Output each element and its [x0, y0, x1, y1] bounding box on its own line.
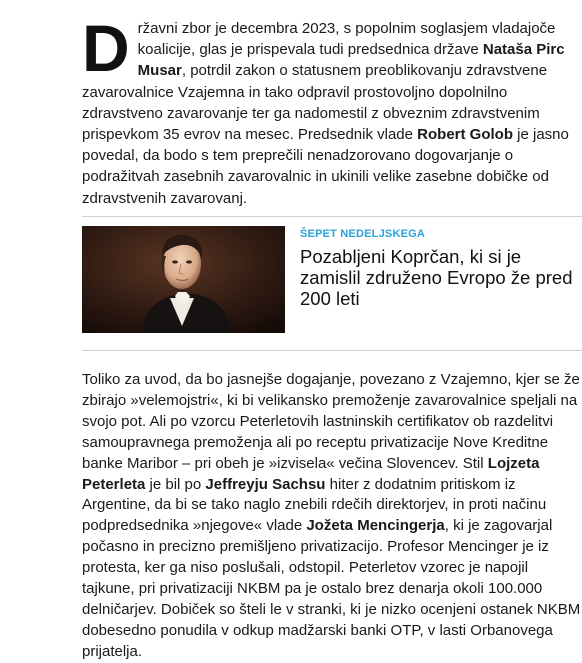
body-text-2: je bil po: [145, 475, 206, 493]
teaser-portrait-image[interactable]: [82, 226, 285, 333]
body-text-1: Toliko za uvod, da bo jasnejše dogajanje, povezano z Vzajemno, kjer se že zbirajo »velemojstri«, ki bi velikansko premoženje zavarovalnice speljali na svojo pot. Ali po vzorcu Peterletovih lastninskih certifikatov ob razdelitvi samoupravnega premoženja ali po receptu privatizacije Nove Kreditne banke Maribor – pri obeh je »izvisela« večina Slovencev. Stil: [82, 371, 580, 472]
drop-cap: D: [82, 11, 130, 85]
teaser-title-link[interactable]: Pozabljeni Koprčan, ki si je zamislil združeno Evropo že pred 200 leti: [300, 246, 573, 309]
person-name-mencinger: Jožeta Mencingerja: [306, 517, 445, 535]
teaser-bottom-divider: [82, 350, 582, 351]
person-name-pirc-musar: Nataša Pirc Musar: [137, 41, 565, 80]
intro-paragraph: [82, 11, 582, 209]
portrait-painting: [82, 226, 285, 333]
body-text-4: , ki je zagovarjal počasno in precizno premišljeno privatizacijo. Profesor Mencinger je iz protesta, ker ga niso poslušali, odstopil. Peterletov vzorec je napojil tajkune, pri privatizaciji NKBM pa je ostalo brez denarja okoli 100.000 delničarjev. Dobiček so šteli le v stranki, ki je nizko ocenjeni ostanek NKBM dobesedno ponudila v odkup madžarski banki OTP, v lasti Orbanovega prijatelja.: [82, 517, 581, 660]
body-paragraph: [82, 370, 582, 663]
person-name-sachs: Jeffreyju Sachsu: [205, 475, 326, 493]
person-name-peterle: Lojzeta Peterleta: [82, 454, 540, 493]
person-name-golob: Robert Golob: [417, 126, 513, 144]
teaser-kicker: ŠEPET NEDELJSKEGA: [300, 228, 426, 240]
body-text-3: hiter z dodatnim pritiskom iz Argentine, da bi se tako naglo znebili rdečih direktorjev, in proti načinu podpredsednika »njegove« vlade: [82, 475, 547, 535]
intro-text-1: ržavni zbor je decembra 2023, s popolnim soglasjem vladajoče koalicije, glas je prispevala tudi predsednica države: [137, 20, 556, 59]
related-article-teaser[interactable]: [82, 216, 582, 350]
intro-text-3: je jasno povedal, da bodo s tem preprečili nenadzorovano dogovarjanje o podražitvah zasebnih zavarovalnic in ukinili velike zasebne dobičke od zdravstvenih zavarovanj.: [82, 126, 569, 207]
intro-text-2: , potrdil zakon o statusnem preoblikovanju zdravstvene zavarovalnice Vzajemna in tako odpravil prostovoljno dopolnilno zdravstveno zavarovanje ter ga nadomestil z obveznim zdravstvenim prispevkom 35 evrov na mesec. Predsednik vlade: [82, 62, 548, 144]
